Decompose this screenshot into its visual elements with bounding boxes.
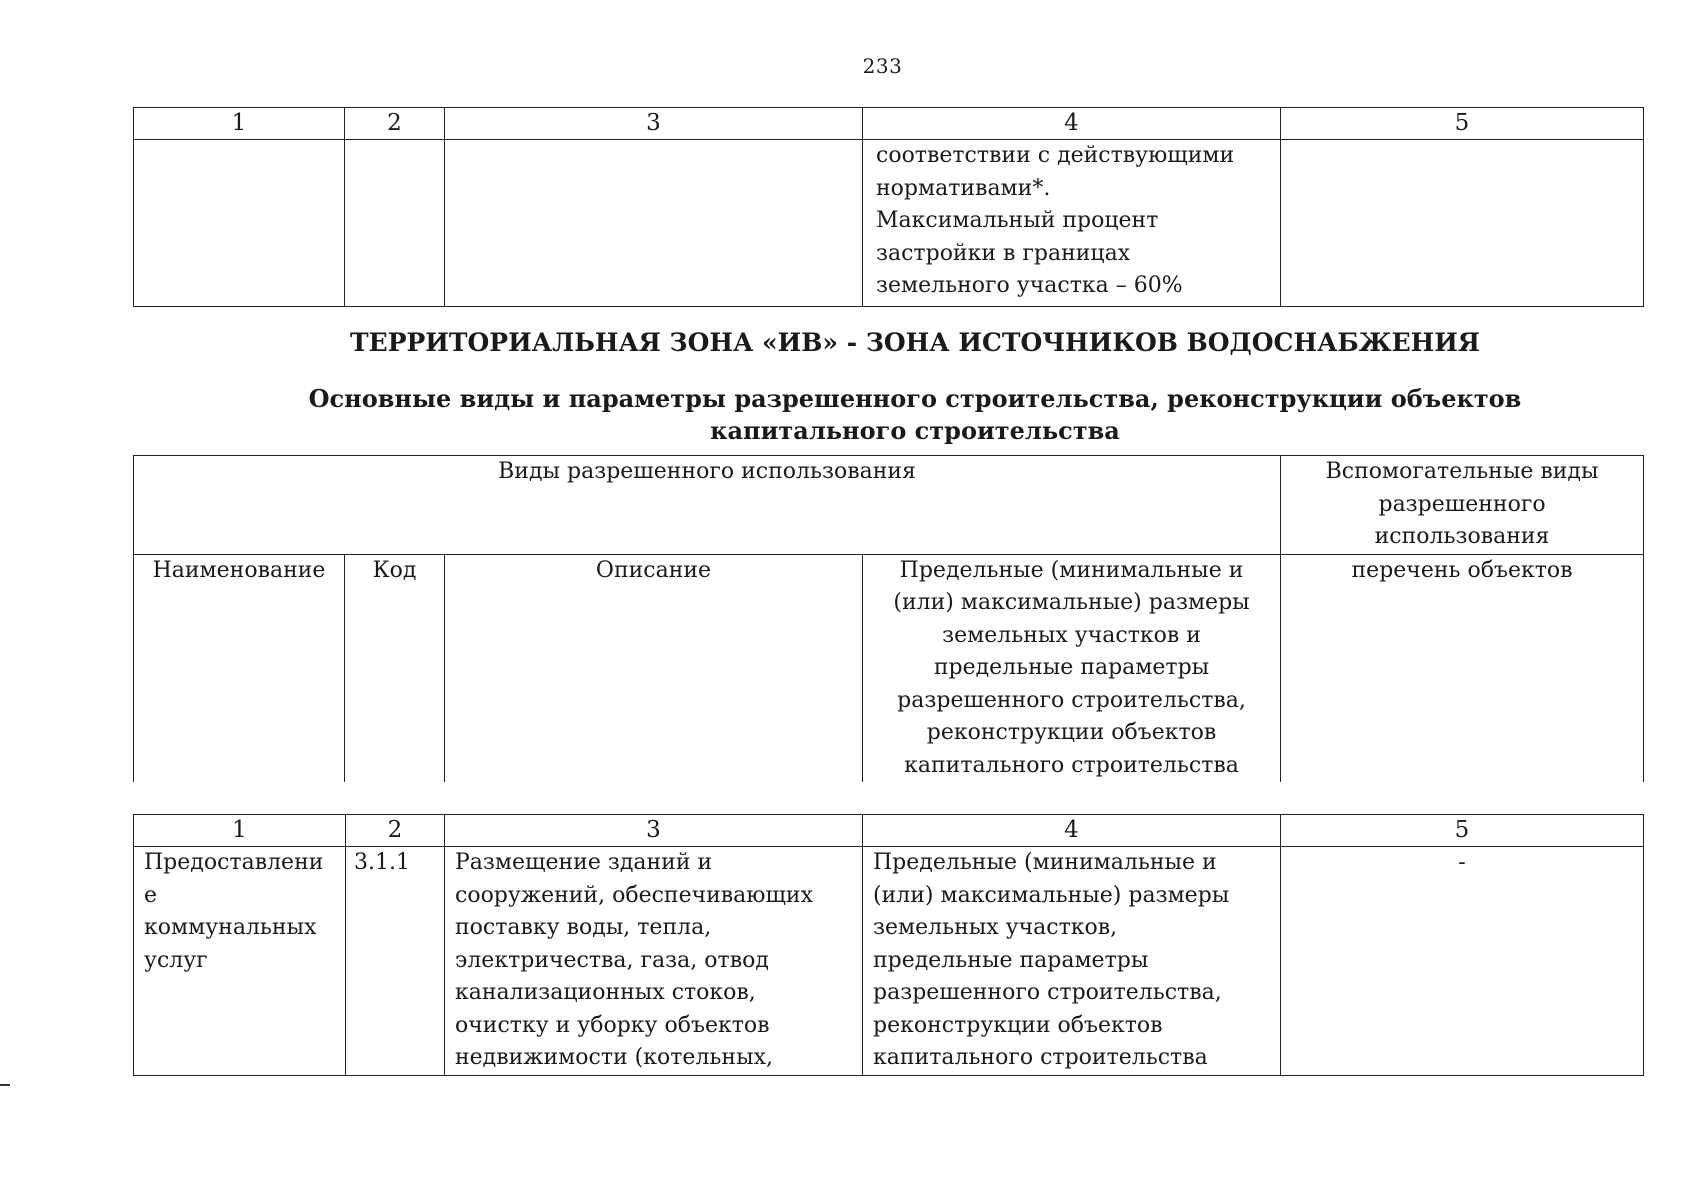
column-number-1: 1: [134, 815, 346, 847]
group-aux-header: Вспомогательные виды разрешенного использования: [1281, 456, 1644, 555]
scan-edge-mark: [0, 1084, 10, 1086]
column-number-2: 2: [346, 815, 445, 847]
page-number: 233: [862, 54, 903, 78]
cell-description: [445, 140, 863, 307]
cell-objects: [1281, 140, 1644, 307]
zone-title: ТЕРРИТОРИАЛЬНАЯ ЗОНА «ИВ» - ЗОНА ИСТОЧНИКОВ ВОДОСНАБЖЕНИЯ: [350, 328, 1480, 357]
section-title: Основные виды и параметры разрешенного строительства, реконструкции объектов капитального строительства: [308, 384, 1522, 445]
column-header-params: Предельные (минимальные и (или) максимальные) размеры земельных участков и предельные параметры разрешенного строительства, реконструкции объектов капитального строительства: [863, 554, 1281, 782]
column-number-row: [134, 815, 1644, 847]
group-header-row: [134, 456, 1644, 555]
cell-params: соответствии с действующими нормативами*. Максимальный процент застройки в границах земельного участка – 60%: [863, 140, 1281, 307]
column-number-4: 4: [863, 108, 1281, 140]
column-number-4: 4: [863, 815, 1281, 847]
cell-objects: -: [1281, 847, 1644, 1076]
cell-code: 3.1.1: [346, 847, 445, 1076]
group-main-header: Виды разрешенного использования: [134, 456, 1281, 555]
table-row: [134, 847, 1644, 1076]
column-number-row: [134, 108, 1644, 140]
continuation-table: [133, 107, 1644, 307]
column-number-2: 2: [345, 108, 445, 140]
permitted-use-table: [133, 814, 1644, 1076]
cell-code: [345, 140, 445, 307]
column-number-5: 5: [1281, 108, 1644, 140]
column-header-code: Код: [345, 554, 445, 782]
column-header-objects: перечень объектов: [1281, 554, 1644, 782]
cell-name: Предоставлени е коммунальных услуг: [134, 847, 346, 1076]
column-number-3: 3: [445, 108, 863, 140]
column-header-description: Описание: [445, 554, 863, 782]
column-number-3: 3: [445, 815, 863, 847]
cell-params: Предельные (минимальные и (или) максимальные) размеры земельных участков, предельные параметры разрешенного строительства, реконструкции объектов капитального строительства: [863, 847, 1281, 1076]
column-header-name: Наименование: [134, 554, 345, 782]
column-number-5: 5: [1281, 815, 1644, 847]
cell-description: Размещение зданий и сооружений, обеспечивающих поставку воды, тепла, электричества, газа, отвод канализационных стоков, очистку и уборку объектов недвижимости (котельных,: [445, 847, 863, 1076]
permitted-use-header-table: [133, 455, 1644, 782]
table-row: [134, 140, 1644, 307]
column-number-1: 1: [134, 108, 345, 140]
cell-name: [134, 140, 345, 307]
column-header-row: [134, 554, 1644, 782]
